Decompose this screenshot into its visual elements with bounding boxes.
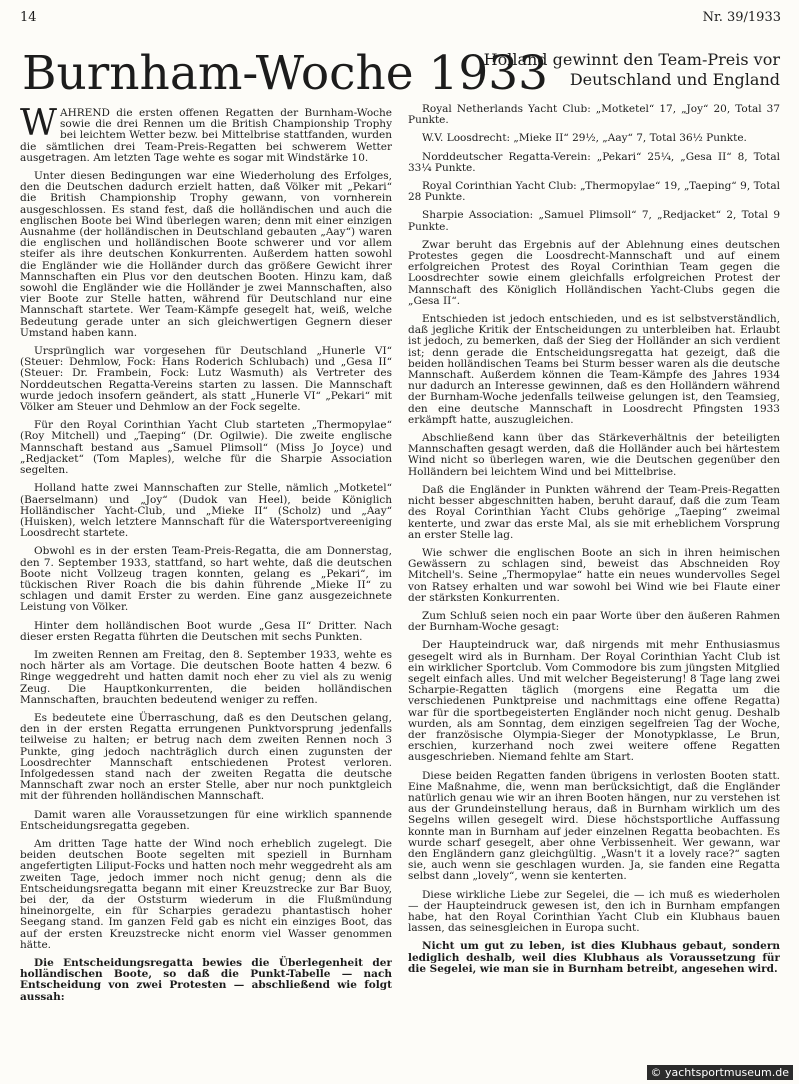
paragraph: Holland hatte zwei Mannschaften zur Stelle, nämlich „Motketel“ (Baerselmann) und „Joy“ (Dudok van Heel), beide Königlich Holländischer Yacht-Club, und „Mieke II“ (Scholz) und „Aay“ (Huisken), welch letztere Mannschaft für die Watersportvereeniging Loosdrecht startete.	[20, 482, 392, 540]
result-line: Sharpie Association: „Samuel Plimsoll“ 7, „Redjacket“ 2, Total 9 Punkte.	[408, 209, 780, 233]
paragraph-text: ÄHREND die ersten offenen Regatten der Burnham-Woche sowie die drei Rennen um die British Championship Trophy bei leichtem Wetter bezw. bei Mittelbrise stattfanden, wurden die sämtlichen drei Team-Preis-Regatten bei schwerem Wetter ausgetragen. Am letzten Tage wehte es sogar mit Windstärke 10.	[20, 108, 392, 164]
paragraph	[20, 108, 392, 164]
page-number: 14	[20, 10, 37, 25]
issue-number: Nr. 39/1933	[702, 10, 781, 25]
paragraph: Diese wirkliche Liebe zur Segelei, die — ich muß es wiederholen — der Haupteindruck gewesen ist, den ich in Burnham empfangen habe, hat den Royal Corinthian Yacht Club ein Klubhaus bauen lassen, das seinesgleichen in Europa sucht.	[408, 888, 780, 935]
paragraph: Diese beiden Regatten fanden übrigens in verlosten Booten statt. Eine Maßnahme, die, wenn man berücksichtigt, daß die Engländer natürlich genau wie wir an ihren Booten hängen, nur zu verstehen ist aus der Grundeinstellung heraus, daß in Burnham wirklich um des Segelns willen gesegelt wird. Diese höchstsportliche Auffassung konnte man in Burnham auf jeder einzelnen Regatta beobachten. Es wurde scharf gesegelt, aber ohne Verbissenheit. Wer gewann, war den Engländern ganz gleichgültig. „Wasn't it a lovely race?“ sagten sie, auch wenn sie geschlagen wurden. Ja, sie fanden eine Regatta selbst dann „lovely“, wenn sie kenterten.	[408, 769, 780, 883]
paragraph: Im zweiten Rennen am Freitag, den 8. September 1933, wehte es noch härter als am Vortage. Die deutschen Boote hatten 4 bezw. 6 Ringe weggedreht und hatten damit noch eher zu viel als zu wenig Zeug. Die Hauptkonkurrenten, die beiden holländischen Mannschaften, brauchten bedeutend weniger zu reffen.	[20, 648, 392, 706]
result-line: Norddeutscher Regatta-Verein: „Pekari“ 25¼, „Gesa II“ 8, Total 33¼ Punkte.	[408, 150, 780, 174]
paragraph: Abschließend kann über das Stärkeverhältnis der beteiligten Mannschaften gesagt werden, daß die Holländer auch bei härtestem Wind nicht so überlegen waren, wie die Deutschen gegenüber den Holländern bei leichtem Wind und bei Mittelbrise.	[408, 432, 780, 478]
paragraph: Ursprünglich war vorgesehen für Deutschland „Hunerle VI“ (Steuer: Dehmlow, Fock: Hans Roderich Schlubach) und „Gesa II“ (Steuer: Dr. Frambein, Fock: Lutz Wasmuth) als Vertreter des Norddeutschen Regatta-Vereins starten zu lassen. Die Mannschaft wurde jedoch insofern geändert, als statt „Hunerle VI“ „Pekari“ mit Völker am Steuer und Dehmlow an der Fock segelte.	[20, 345, 392, 414]
paragraph: Zum Schluß seien noch ein paar Worte über den äußeren Rahmen der Burnham-Woche gesagt:	[408, 609, 780, 634]
paragraph: Damit waren alle Voraussetzungen für eine wirklich spannende Entscheidungsregatta gegeben.	[20, 808, 392, 832]
paragraph-closing: Nicht um gut zu leben, ist dies Klubhaus gebaut, sondern lediglich deshalb, weil dies Klubhaus als Voraussetzung für die Segelei, wie man sie in Burnham betreibt, angesehen wird.	[408, 940, 780, 975]
paragraph: Es bedeutete eine Überraschung, daß es den Deutschen gelang, den in der ersten Regatta errungenen Punktvorsprung jedenfalls teilweise zu halten; er betrug nach dem zweiten Rennen noch 3 Punkte, ging jedoch nachträglich durch einen zugunsten der Loosdrechter Mannschaft entschiedenen Protest verloren. Infolgedessen stand nach der zweiten Regatta die deutsche Mannschaft zwar noch an erster Stelle, aber nur noch punktgleich mit der führenden holländischen Mannschaft.	[20, 711, 392, 803]
paragraph: Obwohl es in der ersten Team-Preis-Regatta, die am Donnerstag, den 7. September 1933, stattfand, so hart wehte, daß die deutschen Boote nicht Vollzeug tragen konnten, gelang es „Pekari“, im tückischen River Roach die bis dahin führende „Mieke II“ zu schlagen und damit Erster zu werden. Eine ganz ausgezeichnete Leistung von Völker.	[20, 545, 392, 614]
watermark: © yachtsportmuseum.de	[647, 1065, 793, 1080]
paragraph: Unter diesen Bedingungen war eine Wiederholung des Erfolges, den die Deutschen dadurch erzielt hatten, daß Völker mit „Pekari“ die British Championship Trophy gewann, von vornherein ausgeschlossen. Es stand fest, daß die holländischen und auch die englischen Boote bei Wind überlegen waren; denn mit einer einzigen Ausnahme (der holländischen in Deutschland gebauten „Aay“) waren die englischen und holländischen Boote schwerer und vor allem steifer als ihre deutschen Konkurrenten. Außerdem hatten sowohl die Engländer wie die Holländer durch das größere Gewicht ihrer Mannschaften ein Plus vor den deutschen Booten. Hinzu kam, daß sowohl die Engländer wie die Holländer je zwei Mannschaften, also vier Boote zur Stelle hatten, während für Deutschland nur eine Mannschaft startete. Wer Team-Kämpfe gesegelt hat, weiß, welche Bedeutung gerade unter an sich gleichwertigen Gegnern dieser Umstand haben kann.	[20, 170, 392, 339]
result-line: W.V. Loosdrecht: „Mieke II“ 29½, „Aay“ 7, Total 36½ Punkte.	[422, 132, 747, 145]
paragraph-closing: Die Entscheidungsregatta bewies die Überlegenheit der holländischen Boote, so daß die Punkt-Tabelle — nach Entscheidung von zwei Protesten — abschließend wie folgt aussah:	[20, 957, 392, 1003]
paragraph: Daß die Engländer in Punkten während der Team-Preis-Regatten nicht besser abgeschnitten haben, beruht darauf, daß die zum Team des Royal Corinthian Yacht Clubs gehörige „Taeping“ zweimal kenterte, und zwar das erste Mal, als sie mit erheblichem Vorsprung an erster Stelle lag.	[408, 483, 780, 541]
paragraph: Zwar beruht das Ergebnis auf der Ablehnung eines deutschen Protestes gegen die Loosdrecht-Mannschaft und auf einem erfolgreichen Protest des Royal Corinthian Team gegen die Loosdrechter sowie einem gleichfalls erfolgreichen Protest der Mannschaft des Königlich Holländischen Yacht-Clubs gegen die „Gesa II“.	[408, 238, 780, 307]
right-column	[408, 104, 780, 1064]
paragraph: Am dritten Tage hatte der Wind noch erheblich zugelegt. Die beiden deutschen Boote segelten mit speziell in Burnham angefertigten Liliput-Focks und hatten noch mehr weggedreht als am zweiten Tage, jedoch immer noch nicht genug; denn als die Entscheidungsregatta begann mit einer Kreuzstrecke zur Bar Buoy, bei der, da der Oststurm wiederum in die Flußmündung hineinorgelte, ein für Scharpies geradezu phantastisch hoher Seegang stand. Im ganzen Feld gab es nicht ein einziges Boot, das auf der ersten Kreuzstrecke nicht enorm viel Wasser genommen hätte.	[20, 837, 392, 951]
drop-cap: W	[20, 108, 58, 144]
paragraph: Wie schwer die englischen Boote an sich in ihren heimischen Gewässern zu schlagen sind, beweist das Abschneiden Roy Mitchell's. Seine „Thermopylae“ hatte ein neues wundervolles Segel von Ratsey erhalten und war sowohl bei Wind wie bei Flaute einer der stärksten Konkurrenten.	[408, 546, 780, 604]
article-title: Burnham-Woche 1933	[22, 46, 549, 101]
paragraph: Der Haupteindruck war, daß nirgends mit mehr Enthusiasmus gesegelt wird als in Burnham. Der Royal Corinthian Yacht Club ist ein wirklicher Sportclub. Vom Commodore bis zum jüngsten Mitglied segelt einfach alles. Und mit welcher Begeisterung! 8 Tage lang zwei Scharpie-Regatten täglich (morgens eine Regatta um die verschiedenen Punktpreise und nachmittags eine offene Regatta) war für die sportbegeisterten Engländer noch nicht genug. Deshalb wurden, als am Sonntag, dem einzigen segelfreien Tag der Woche, der französische Olympia-Sieger der Monotypklasse, Le Brun, erschien, kurzerhand noch zwei weitere offene Regatten ausgeschrieben. Niemand fehlte am Start.	[408, 639, 780, 764]
left-column	[20, 108, 392, 1068]
result-line: Royal Corinthian Yacht Club: „Thermopylae“ 19, „Taeping“ 9, Total 28 Punkte.	[408, 180, 780, 204]
article-subtitle: Holland gewinnt den Team-Preis vor Deutschland und England	[483, 50, 780, 89]
result-line: Royal Netherlands Yacht Club: „Motketel“ 17, „Joy“ 20, Total 37 Punkte.	[408, 104, 780, 127]
paragraph: Entschieden ist jedoch entschieden, und es ist selbstverständlich, daß jegliche Kritik der Entscheidungen zu unterbleiben hat. Erlaubt ist jedoch, zu bemerken, daß der Sieg der Holländer an sich verdient ist; denn gerade die Entscheidungsregatta hat gezeigt, daß die beiden holländischen Teams bei Sturm besser waren als die deutsche Mannschaft. Außerdem können die Team-Kämpfe des Jahres 1934 nur dadurch an Interesse gewinnen, daß es den Holländern während der Burnham-Woche jedenfalls teilweise gelungen ist, den Teamsieg, den eine deutsche Mannschaft in Loosdrecht Pfingsten 1933 erkämpft hatte, auszugleichen.	[408, 313, 780, 426]
paragraph: Für den Royal Corinthian Yacht Club starteten „Thermopylae“ (Roy Mitchell) und „Taeping“ (Dr. Ogilwie). Die zweite englische Mannschaft bestand aus „Samuel Plimsoll“ (Miss Jo Joyce) und „Redjacket“ (Tom Maples), welche für die Sharpie Association segelten.	[20, 419, 392, 477]
paragraph: Hinter dem holländischen Boot wurde „Gesa II“ Dritter. Nach dieser ersten Regatta führten die Deutschen mit sechs Punkten.	[20, 619, 392, 643]
